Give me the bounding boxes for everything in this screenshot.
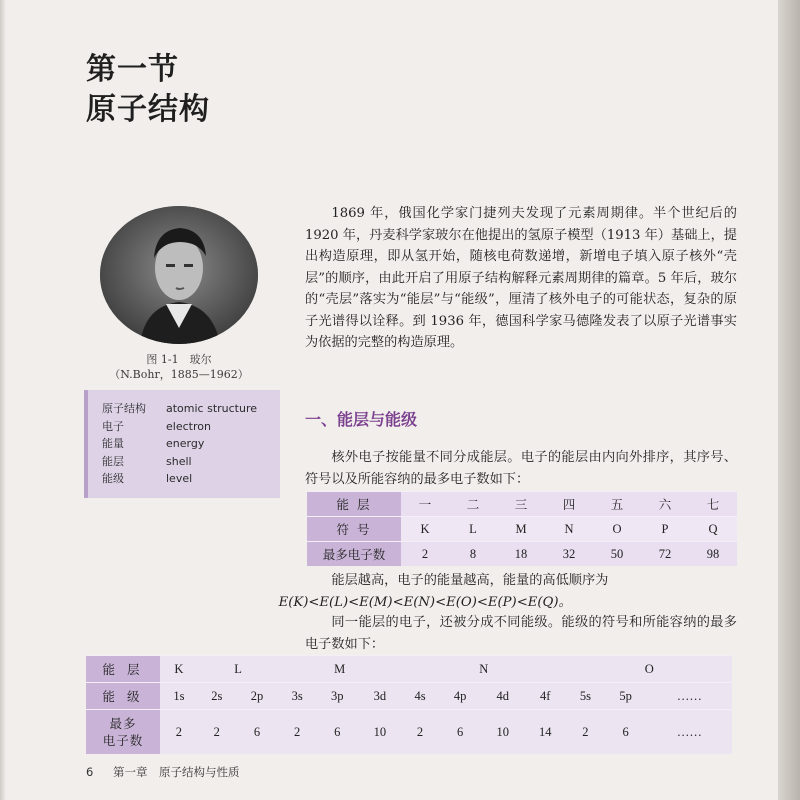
shell-table-row (307, 542, 737, 567)
table-cell: 2 (401, 710, 439, 755)
table-cell: O (566, 656, 732, 683)
table-cell: K (401, 517, 449, 542)
section-title-line2: 原子结构 (86, 92, 210, 127)
vocab-term-en: atomic structure (166, 402, 258, 415)
table-cell: 4f (524, 683, 567, 710)
table-cell: 2 (401, 542, 449, 567)
section-title-line1: 第一节 (86, 52, 179, 87)
level-table-row (86, 710, 732, 755)
table-cell: 10 (481, 710, 524, 755)
table-cell: 18 (497, 542, 545, 567)
bohr-portrait-photo (100, 206, 258, 344)
row-label (86, 710, 160, 755)
table-cell: P (641, 517, 689, 542)
table-cell: 32 (545, 542, 593, 567)
table-cell: 1s (160, 683, 198, 710)
table-cell: 四 (545, 492, 593, 517)
level-table (86, 655, 732, 754)
chapter-title: 第一章 原子结构与性质 (112, 765, 240, 779)
level-table-row (86, 656, 732, 683)
level-table-row (86, 683, 732, 710)
table-cell: 3d (359, 683, 402, 710)
vocab-term-en: energy (166, 437, 205, 450)
intro-paragraph: 1869 年，俄国化学家门捷列夫发现了元素周期律。半个世纪后的 1920 年，丹麦科学家玻尔在他提出的氢原子模型（1913 年）基础上，提出构造原理，即从氢开始，随核电荷数递增，新增电子填入原子核外“壳层”的顺序，由此开启了用原子结构解释元素周期律的篇章。5 年后，玻尔的“壳层”落实为“能层”与“能级”，厘清了核外电子的可能状态，复杂的原子光谱得以诠释。到 1936 年，德国科学家马德隆发表了以原子光谱事实为依据的完整的构造原理。 (305, 206, 737, 350)
table-cell: 3p (316, 683, 359, 710)
vocab-term-en: level (166, 472, 193, 485)
shell-table (307, 491, 737, 566)
level-paragraph: 同一能层的电子，还被分成不同能级。能级的符号和所能容纳的最多电子数如下： (305, 615, 737, 652)
shell-paragraph: 核外电子按能量不同分成能层。电子的能层由内向外排序，其序号、符号以及所能容纳的最多电子数如下： (305, 450, 737, 487)
portrait-illustration (100, 206, 258, 344)
table-cell: 6 (604, 710, 647, 755)
figure-caption-title: 图 1-1 玻尔 (146, 353, 212, 366)
vocab-term-zh: 电子 (102, 419, 124, 433)
vocab-term-zh: 能量 (102, 437, 124, 450)
table-cell: 4p (439, 683, 482, 710)
table-cell: 10 (359, 710, 402, 755)
vocab-row (102, 400, 280, 418)
figure-caption-dates: （N.Bohr，1885—1962） (109, 368, 249, 381)
table-cell: Q (689, 517, 737, 542)
vocab-term-zh: 能层 (102, 454, 124, 468)
shell-table-row (307, 492, 737, 517)
table-cell: N (401, 656, 566, 683)
energy-order-paragraph (278, 570, 737, 613)
table-cell: N (545, 517, 593, 542)
row-label-line1: 最多 (109, 716, 137, 731)
table-cell: 4d (481, 683, 524, 710)
row-label: 最多电子数 (307, 542, 401, 567)
section-title (86, 52, 210, 132)
vocab-row (102, 470, 280, 488)
page-left-edge (0, 0, 6, 800)
table-cell: 3s (278, 683, 316, 710)
table-cell: 5s (566, 683, 604, 710)
page-number: 6 (86, 765, 94, 779)
table-cell: M (278, 656, 401, 683)
table-cell: M (497, 517, 545, 542)
table-cell: 2s (198, 683, 236, 710)
table-cell: 6 (439, 710, 482, 755)
table-cell: O (593, 517, 641, 542)
table-cell: 5p (604, 683, 647, 710)
table-cell: 14 (524, 710, 567, 755)
energy-order-text: 能层越高，电子的能量越高，能量的高低顺序为 (331, 573, 609, 588)
vocab-term-en: shell (166, 454, 192, 468)
table-cell: …… (647, 683, 732, 710)
table-cell: 2 (566, 710, 604, 755)
table-cell: 2 (198, 710, 236, 755)
table-cell: 三 (497, 492, 545, 517)
row-label: 符 号 (307, 517, 401, 542)
row-label-line2: 电子数 (102, 733, 144, 748)
vocab-row (102, 418, 280, 436)
table-cell: L (449, 517, 497, 542)
row-label: 能 层 (86, 656, 160, 683)
table-cell: 8 (449, 542, 497, 567)
table-cell: …… (647, 710, 732, 755)
table-cell: 98 (689, 542, 737, 567)
table-cell: L (198, 656, 278, 683)
subheading-shells-levels: 一、能层与能级 (305, 410, 418, 429)
energy-order-formula: E(K)<E(L)<E(M)<E(N)<E(O)<E(P)<E(Q)。 (278, 594, 572, 610)
vocab-row (102, 435, 280, 453)
row-label: 能 层 (307, 492, 401, 517)
table-cell: 一 (401, 492, 449, 517)
vocab-row (102, 453, 280, 471)
table-cell: 72 (641, 542, 689, 567)
vocab-term-zh: 能级 (102, 472, 124, 485)
vocab-term-zh: 原子结构 (102, 402, 146, 415)
page-right-edge (778, 0, 800, 800)
page-footer (86, 764, 239, 780)
table-cell: 七 (689, 492, 737, 517)
row-label: 能 级 (86, 683, 160, 710)
table-cell: 六 (641, 492, 689, 517)
table-cell: 二 (449, 492, 497, 517)
table-cell: 2 (160, 710, 198, 755)
table-cell: 五 (593, 492, 641, 517)
table-cell: 2 (278, 710, 316, 755)
vocabulary-box (84, 390, 280, 498)
table-cell: 2p (236, 683, 279, 710)
vocab-term-en: electron (166, 419, 211, 433)
table-cell: 6 (236, 710, 279, 755)
table-cell: 6 (316, 710, 359, 755)
table-cell: K (160, 656, 198, 683)
shell-table-row (307, 517, 737, 542)
table-cell: 4s (401, 683, 439, 710)
figure-caption (100, 352, 258, 382)
table-cell: 50 (593, 542, 641, 567)
